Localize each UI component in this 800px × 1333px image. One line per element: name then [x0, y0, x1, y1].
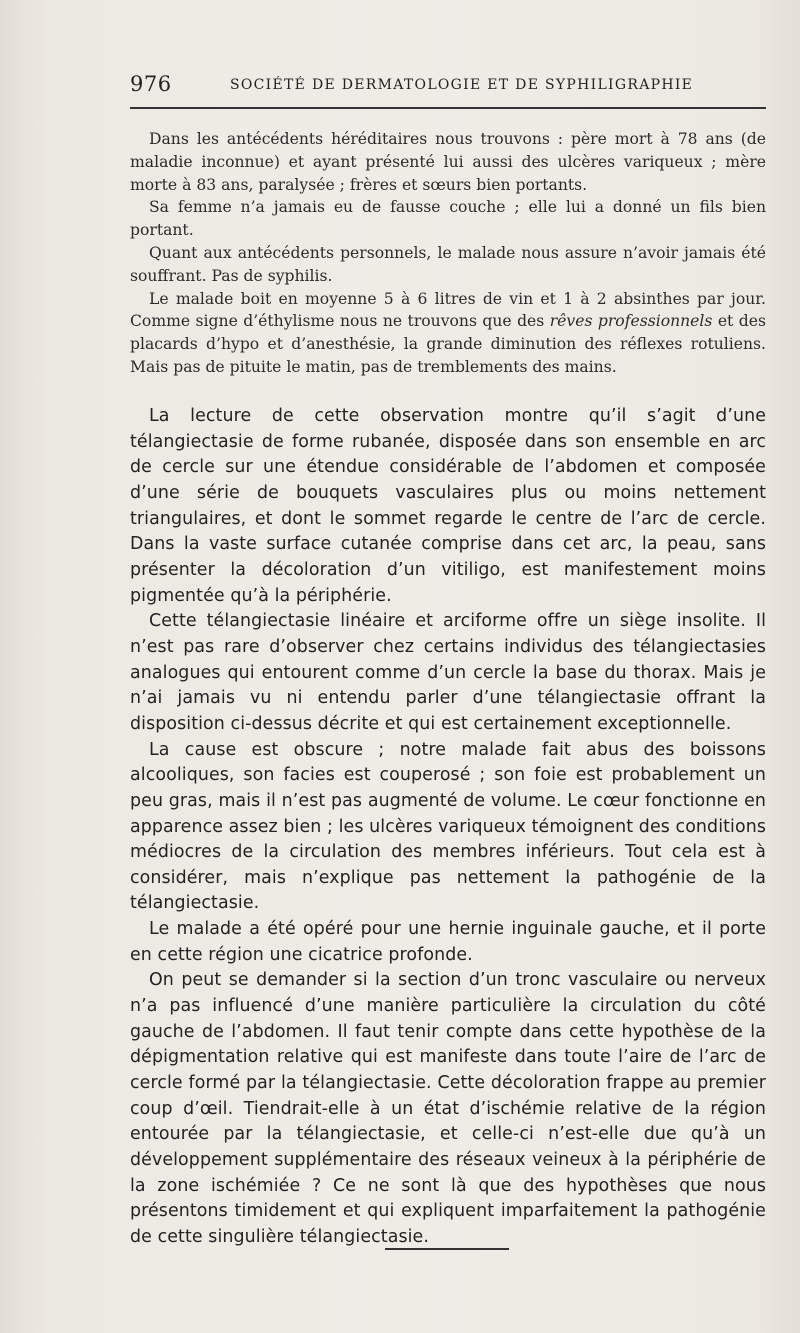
discussion-paragraph-hypothesis: On peut se demander si la section d’un tronc vasculaire ou nerveux n’a pas influencé d’une manière particulière la circulation du côté gauche de l’abdomen. Il faut tenir compte dans cette hypothèse de la dépigmentation relative qui est manifeste dans toute l’aire de l’arc de cercle formé par la télangiectasie. Cette décoloration frappe au premier coup d’œil. Tiendrait-elle à un état d’ischémie relative de la région entourée par la télangiectasie, et celle-ci n’est-elle due qu’à un développement supplémentaire des réseaux veineux à la périphérie de la zone ischémiée ? Ce ne sont là que des hypothèses que nous présentons timidement et qui expliquent imparfaitement la pathogénie de cette singulière télangiectasie. [130, 970, 766, 1247]
discussion-section [130, 404, 766, 1251]
observation-paragraph-alcoholism [130, 288, 766, 379]
discussion-paragraph-cause: La cause est obscure ; notre malade fait abus des boissons alcooliques, son facies est couperosé ; son foie est probablement un peu gras, mais il n’est pas augmenté de volume. Le cœur fonctionne en apparence assez bien ; les ulcères variqueux témoignent des conditions médiocres de la circulation des membres inférieurs. Tout cela est à considérer, mais n’explique pas nettement la pathogénie de la télangiectasie. [130, 739, 766, 914]
header-rule [130, 107, 766, 109]
observation-paragraph-heredity: Dans les antécédents héréditaires nous trouvons : père mort à 78 ans (de maladie inconnue) et ayant présenté lui aussi des ulcères variqueux ; mère morte à 83 ans, paralysée ; frères et sœurs bien portants. [130, 130, 766, 194]
page-number: 976 [130, 72, 172, 96]
footer-rule [385, 1248, 509, 1250]
discussion-paragraph-reading: La lecture de cette observation montre qu’il s’agit d’une télangiectasie de forme rubanée, disposée dans son ensemble en arc de cercle sur une étendue considérable de l’abdomen et composée d’une série de bouquets vasculaires plus ou moins nettement triangulaires, et dont le sommet regarde le centre de l’arc de cercle. Dans la vaste surface cutanée comprise dans cet arc, la peau, sans présenter la décoloration d’un vitiligo, est manifestement moins pigmentée qu’à la périphérie. [130, 406, 766, 606]
alcoholism-text-end: et des placards d’hypo et d’anesthésie, la grande diminution des réflexes rotuliens. Mais pas de pituite le matin, pas de tremblements des mains. [130, 312, 766, 376]
page-header [130, 72, 766, 100]
discussion-paragraph-site: Cette télangiectasie linéaire et arciforme offre un siège insolite. Il n’est pas rare d’observer chez certains individus des télangiectasies analogues qui entourent comme d’un cercle la base du thorax. Mais je n’ai jamais vu ni entendu parler d’une télangiectasie offrant la disposition ci-dessus décrite et qui est certainement exceptionnelle. [130, 611, 766, 734]
running-head: SOCIÉTÉ DE DERMATOLOGIE ET DE SYPHILIGRAPHIE [230, 77, 694, 93]
observation-section [130, 128, 766, 379]
discussion-paragraph-hernia: Le malade a été opéré pour une hernie inguinale gauche, et il porte en cette région une cicatrice profonde. [130, 919, 766, 965]
observation-paragraph-wife: Sa femme n’a jamais eu de fausse couche ; elle lui a donné un fils bien portant. [130, 198, 766, 240]
alcoholism-text-start: Le malade boit en moyenne 5 à 6 litres de vin et 1 à 2 absinthes par jour. Comme signe d’éthylisme nous ne trouvons que des [130, 289, 766, 331]
alcoholism-italic-term: rêves professionnels [549, 312, 713, 331]
observation-paragraph-personal-history: Quant aux antécédents personnels, le malade nous assure n’avoir jamais été souffrant. Pas de syphilis. [130, 243, 766, 285]
